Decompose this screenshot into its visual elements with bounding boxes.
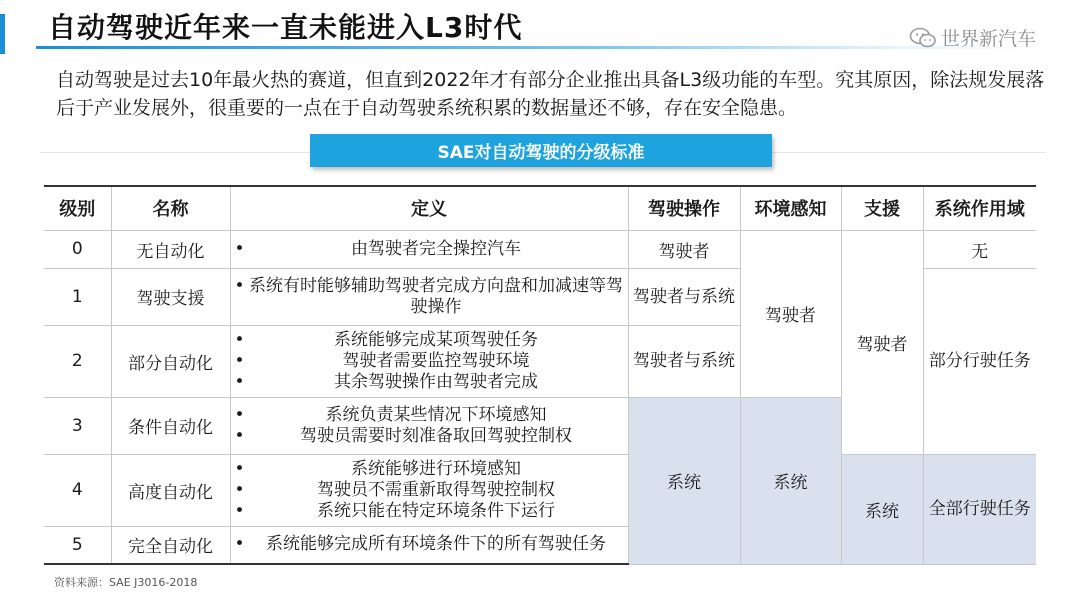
definition-item: • 系统负责某些情况下环境感知 [235, 405, 624, 426]
level-cell: 5 [44, 526, 111, 564]
header-driving-operation: 驾驶操作 [628, 186, 740, 230]
name-cell: 驾驶支援 [111, 268, 230, 325]
definition-item: • 驾驶者需要监控驾驶环境 [235, 351, 624, 372]
header-environment-perception: 环境感知 [740, 186, 841, 230]
environment-cell: 驾驶者 [740, 230, 841, 397]
name-cell: 部分自动化 [111, 325, 230, 397]
definition-cell [230, 230, 628, 268]
table-header-row [44, 186, 1036, 230]
domain-cell: 无 [923, 230, 1036, 268]
watermark-text: 世界新汽车 [940, 28, 1036, 50]
wechat-icon [909, 27, 937, 49]
title-accent-bar [0, 14, 5, 54]
definition-item: • 系统能够进行环境感知 [235, 459, 624, 480]
title-underline [36, 46, 1046, 49]
operation-cell: 驾驶者与系统 [628, 325, 740, 397]
definition-cell [230, 325, 628, 397]
operation-cell: 驾驶者 [628, 230, 740, 268]
header-system-domain: 系统作用域 [923, 186, 1036, 230]
support-cell: 驾驶者 [841, 230, 923, 454]
definition-item: • 系统有时能够辅助驾驶者完成方向盘和加减速等驾驶操作 [235, 276, 624, 318]
definition-cell [230, 268, 628, 325]
level-cell: 1 [44, 268, 111, 325]
name-cell: 条件自动化 [111, 397, 230, 454]
level-cell: 0 [44, 230, 111, 268]
table-banner: SAE对自动驾驶的分级标准 [310, 134, 772, 167]
level-cell: 3 [44, 397, 111, 454]
header-level: 级别 [44, 186, 111, 230]
name-cell: 无自动化 [111, 230, 230, 268]
definition-cell [230, 454, 628, 526]
definition-item: • 由驾驶者完全操控汽车 [235, 239, 624, 260]
support-cell: 系统 [841, 454, 923, 564]
domain-cell: 全部行驶任务 [923, 454, 1036, 564]
level-cell: 2 [44, 325, 111, 397]
definition-item: • 系统只能在特定环境条件下运行 [235, 501, 624, 522]
header-name: 名称 [111, 186, 230, 230]
definition-cell [230, 526, 628, 564]
watermark [909, 24, 1036, 51]
level-cell: 4 [44, 454, 111, 526]
definition-item: • 驾驶员不需重新取得驾驶控制权 [235, 480, 624, 501]
source-note: 资料来源：SAE J3016-2018 [54, 576, 198, 589]
definition-item: • 系统能够完成所有环境条件下的所有驾驶任务 [235, 534, 624, 555]
table-row [44, 454, 1036, 526]
intro-paragraph: 自动驾驶是过去10年最火热的赛道，但直到2022年才有部分企业推出具备L3级功能的车型。究其原因，除法规发展落后于产业发展外，很重要的一点在于自动驾驶系统积累的数据量还不够，存在安全隐患。 [56, 69, 1045, 119]
sae-levels-table [44, 185, 1036, 565]
name-cell: 高度自动化 [111, 454, 230, 526]
domain-cell: 部分行驶任务 [923, 268, 1036, 454]
definition-item: • 驾驶员需要时刻准备取回驾驶控制权 [235, 426, 624, 447]
operation-cell: 驾驶者与系统 [628, 268, 740, 325]
page-title: 自动驾驶近年来一直未能进入L3时代 [48, 11, 523, 44]
definition-cell [230, 397, 628, 454]
header-support: 支援 [841, 186, 923, 230]
definition-item: • 系统能够完成某项驾驶任务 [235, 330, 624, 351]
name-cell: 完全自动化 [111, 526, 230, 564]
header-definition: 定义 [230, 186, 628, 230]
definition-item: • 其余驾驶操作由驾驶者完成 [235, 372, 624, 393]
environment-cell: 系统 [740, 397, 841, 564]
operation-cell: 系统 [628, 397, 740, 564]
table-row [44, 230, 1036, 268]
